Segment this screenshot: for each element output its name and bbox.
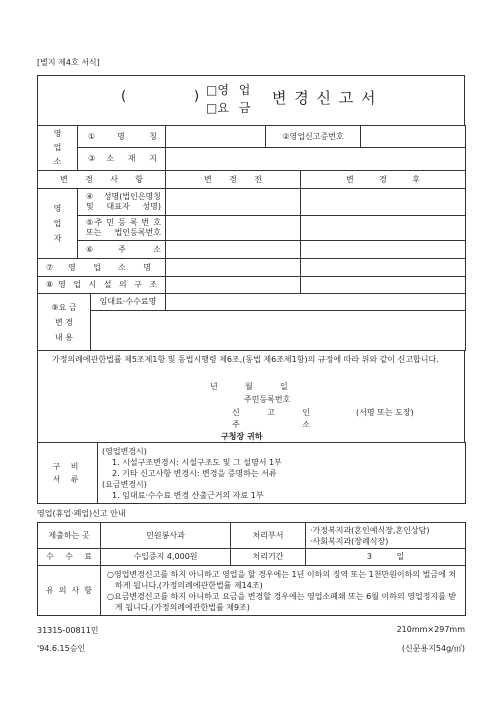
- operator-section-label: 영 업 자: [38, 189, 78, 259]
- operator-name-before-field[interactable]: [166, 189, 301, 216]
- footer-code: 31315-00811민: [37, 626, 99, 635]
- processing-dept-value: [306, 523, 466, 549]
- office-address-field[interactable]: [166, 148, 466, 171]
- documents-item: 1. 시설구조변경시: 시설구조도 및 그 설명서 1부: [112, 457, 282, 467]
- fee-detail-field[interactable]: [91, 311, 466, 351]
- guide-heading: 영업(휴업·폐업)신고 안내: [37, 509, 126, 518]
- declaration-table: [37, 350, 465, 443]
- documents-list: [98, 443, 466, 504]
- office-section-label: 영 업 소: [38, 126, 78, 171]
- fee-label: 수 수 료: [38, 549, 101, 566]
- facility-before-field[interactable]: [166, 277, 301, 294]
- note-item: ○요금변경신고를 하지 아니하고 요금을 변경할 경우에는 영업소폐쇄 또는 6월 이하의 영업정지를 받게 됩니다.(가정의례에관한법률 제9조): [107, 591, 457, 612]
- documents-table: [37, 442, 466, 504]
- form-title: 변 경 신 고 서: [272, 88, 376, 107]
- guide-section: [37, 522, 465, 616]
- processing-dept-label: 처리부서: [231, 523, 306, 549]
- declaration-statement: 가정의례에관한법률 제5조제1항 및 동법시행령 제6조,(동법 제6조제1항)의 규정에 따라 위와 같이 신고합니다.: [52, 354, 439, 364]
- footer-paper-type: (신문용지54g/㎡): [401, 644, 465, 653]
- office-name-after-field[interactable]: [301, 259, 466, 277]
- submit-place-label: 제출하는 곳: [38, 523, 101, 549]
- applicant-address-label: 주 소: [232, 419, 310, 429]
- fee-item-label: 임대료·수수료명: [91, 294, 166, 311]
- facility-after-field[interactable]: [301, 277, 466, 294]
- guide-table: [37, 522, 466, 616]
- office-name-change-label: ⑦영 업 소 명: [38, 259, 166, 277]
- date-month-label: 월: [245, 381, 253, 391]
- notes-label: 유 의 사 항: [38, 566, 101, 616]
- footer-paper-size: 210mm×297mm: [396, 625, 465, 634]
- addressee: 구청장 귀하: [221, 431, 263, 441]
- operator-id-after-field[interactable]: [301, 216, 466, 241]
- title-cell: [38, 76, 465, 126]
- date-year-label: 년: [210, 381, 218, 391]
- applicant-label: 신 고 인: [232, 407, 310, 417]
- dept-item: ·사회복지과(장례식장): [310, 536, 389, 546]
- submit-place-value: 민원봉사과: [101, 523, 231, 549]
- header-before: 변 경 전: [166, 171, 301, 189]
- notes-list: [101, 566, 466, 616]
- form-number: [별지 제4호 서식]: [37, 58, 100, 67]
- fee-table: [37, 293, 466, 351]
- signature-note: (서명 또는 도장): [356, 407, 414, 417]
- operator-address-before-field[interactable]: [166, 241, 301, 259]
- period-unit: 일: [396, 552, 405, 561]
- header-after: 변 경 후: [301, 171, 466, 189]
- report-form: [37, 75, 465, 504]
- documents-label: 구 비 서 류: [38, 443, 98, 504]
- license-number-field[interactable]: [361, 126, 466, 148]
- documents-group-business: (영업변경시): [102, 446, 147, 456]
- operator-name-after-field[interactable]: [301, 189, 466, 216]
- changes-table: [37, 170, 466, 294]
- option-fee-checkbox[interactable]: □요 금: [206, 100, 251, 115]
- operator-address-label: ⑥주 소: [78, 241, 166, 259]
- office-name-label: ①명 칭: [78, 126, 166, 148]
- documents-group-fee: (요금변경시): [102, 479, 147, 489]
- date-day-label: 일: [280, 381, 288, 391]
- fee-value: 수입증지 4,000원: [101, 549, 231, 566]
- operator-id-label: ⑤주 민 등 록 번 호 또는 법인등록번호: [78, 216, 166, 241]
- documents-item: 1. 임대료·수수료 변경 산출근거의 자료 1부: [112, 490, 264, 500]
- processing-period-label: 처리기간: [231, 549, 306, 566]
- office-name-field[interactable]: [166, 126, 266, 148]
- fee-change-label: ⑨요 금 변 경 내 용: [38, 294, 91, 351]
- operator-name-label: ④성명(법인은명칭 및 대표자 성명): [78, 189, 166, 216]
- footer-approval: '94.6.15승인: [37, 644, 86, 653]
- facility-structure-label: ⑧영 업 시 설 의 구 조: [38, 277, 166, 294]
- title-table: [37, 75, 465, 126]
- processing-period-value: [306, 549, 466, 566]
- office-table: [37, 125, 466, 171]
- fee-item-field[interactable]: [166, 294, 466, 311]
- operator-id-before-field[interactable]: [166, 216, 301, 241]
- title-paren-open: (: [121, 88, 127, 104]
- header-change-item: 변 경 사 항: [38, 171, 166, 189]
- office-address-label: ③소 재 지: [78, 148, 166, 171]
- title-paren-close: ): [194, 88, 200, 104]
- period-number: 3: [366, 552, 372, 561]
- declaration-cell: [38, 351, 465, 443]
- office-name-before-field[interactable]: [166, 259, 301, 277]
- title-custom-field[interactable]: [134, 91, 190, 109]
- documents-item: 2. 기타 신고사항 변경시: 변경을 증명하는 서류: [112, 468, 277, 478]
- license-number-label: ②영업신고증번호: [266, 126, 361, 148]
- dept-item: ·가정복지과(혼인예식장,혼인상담): [310, 525, 430, 535]
- option-business-checkbox[interactable]: □영 업: [206, 82, 251, 97]
- note-item: ○영업변경신고를 하지 아니하고 영업을 할 경우에는 1년 이하의 징역 또는 1천만원이하의 벌금에 처하게 됩니다.(가정의례에관한법률 제14조): [107, 569, 457, 590]
- operator-address-after-field[interactable]: [301, 241, 466, 259]
- applicant-id-label: 주민등록번호: [244, 394, 291, 404]
